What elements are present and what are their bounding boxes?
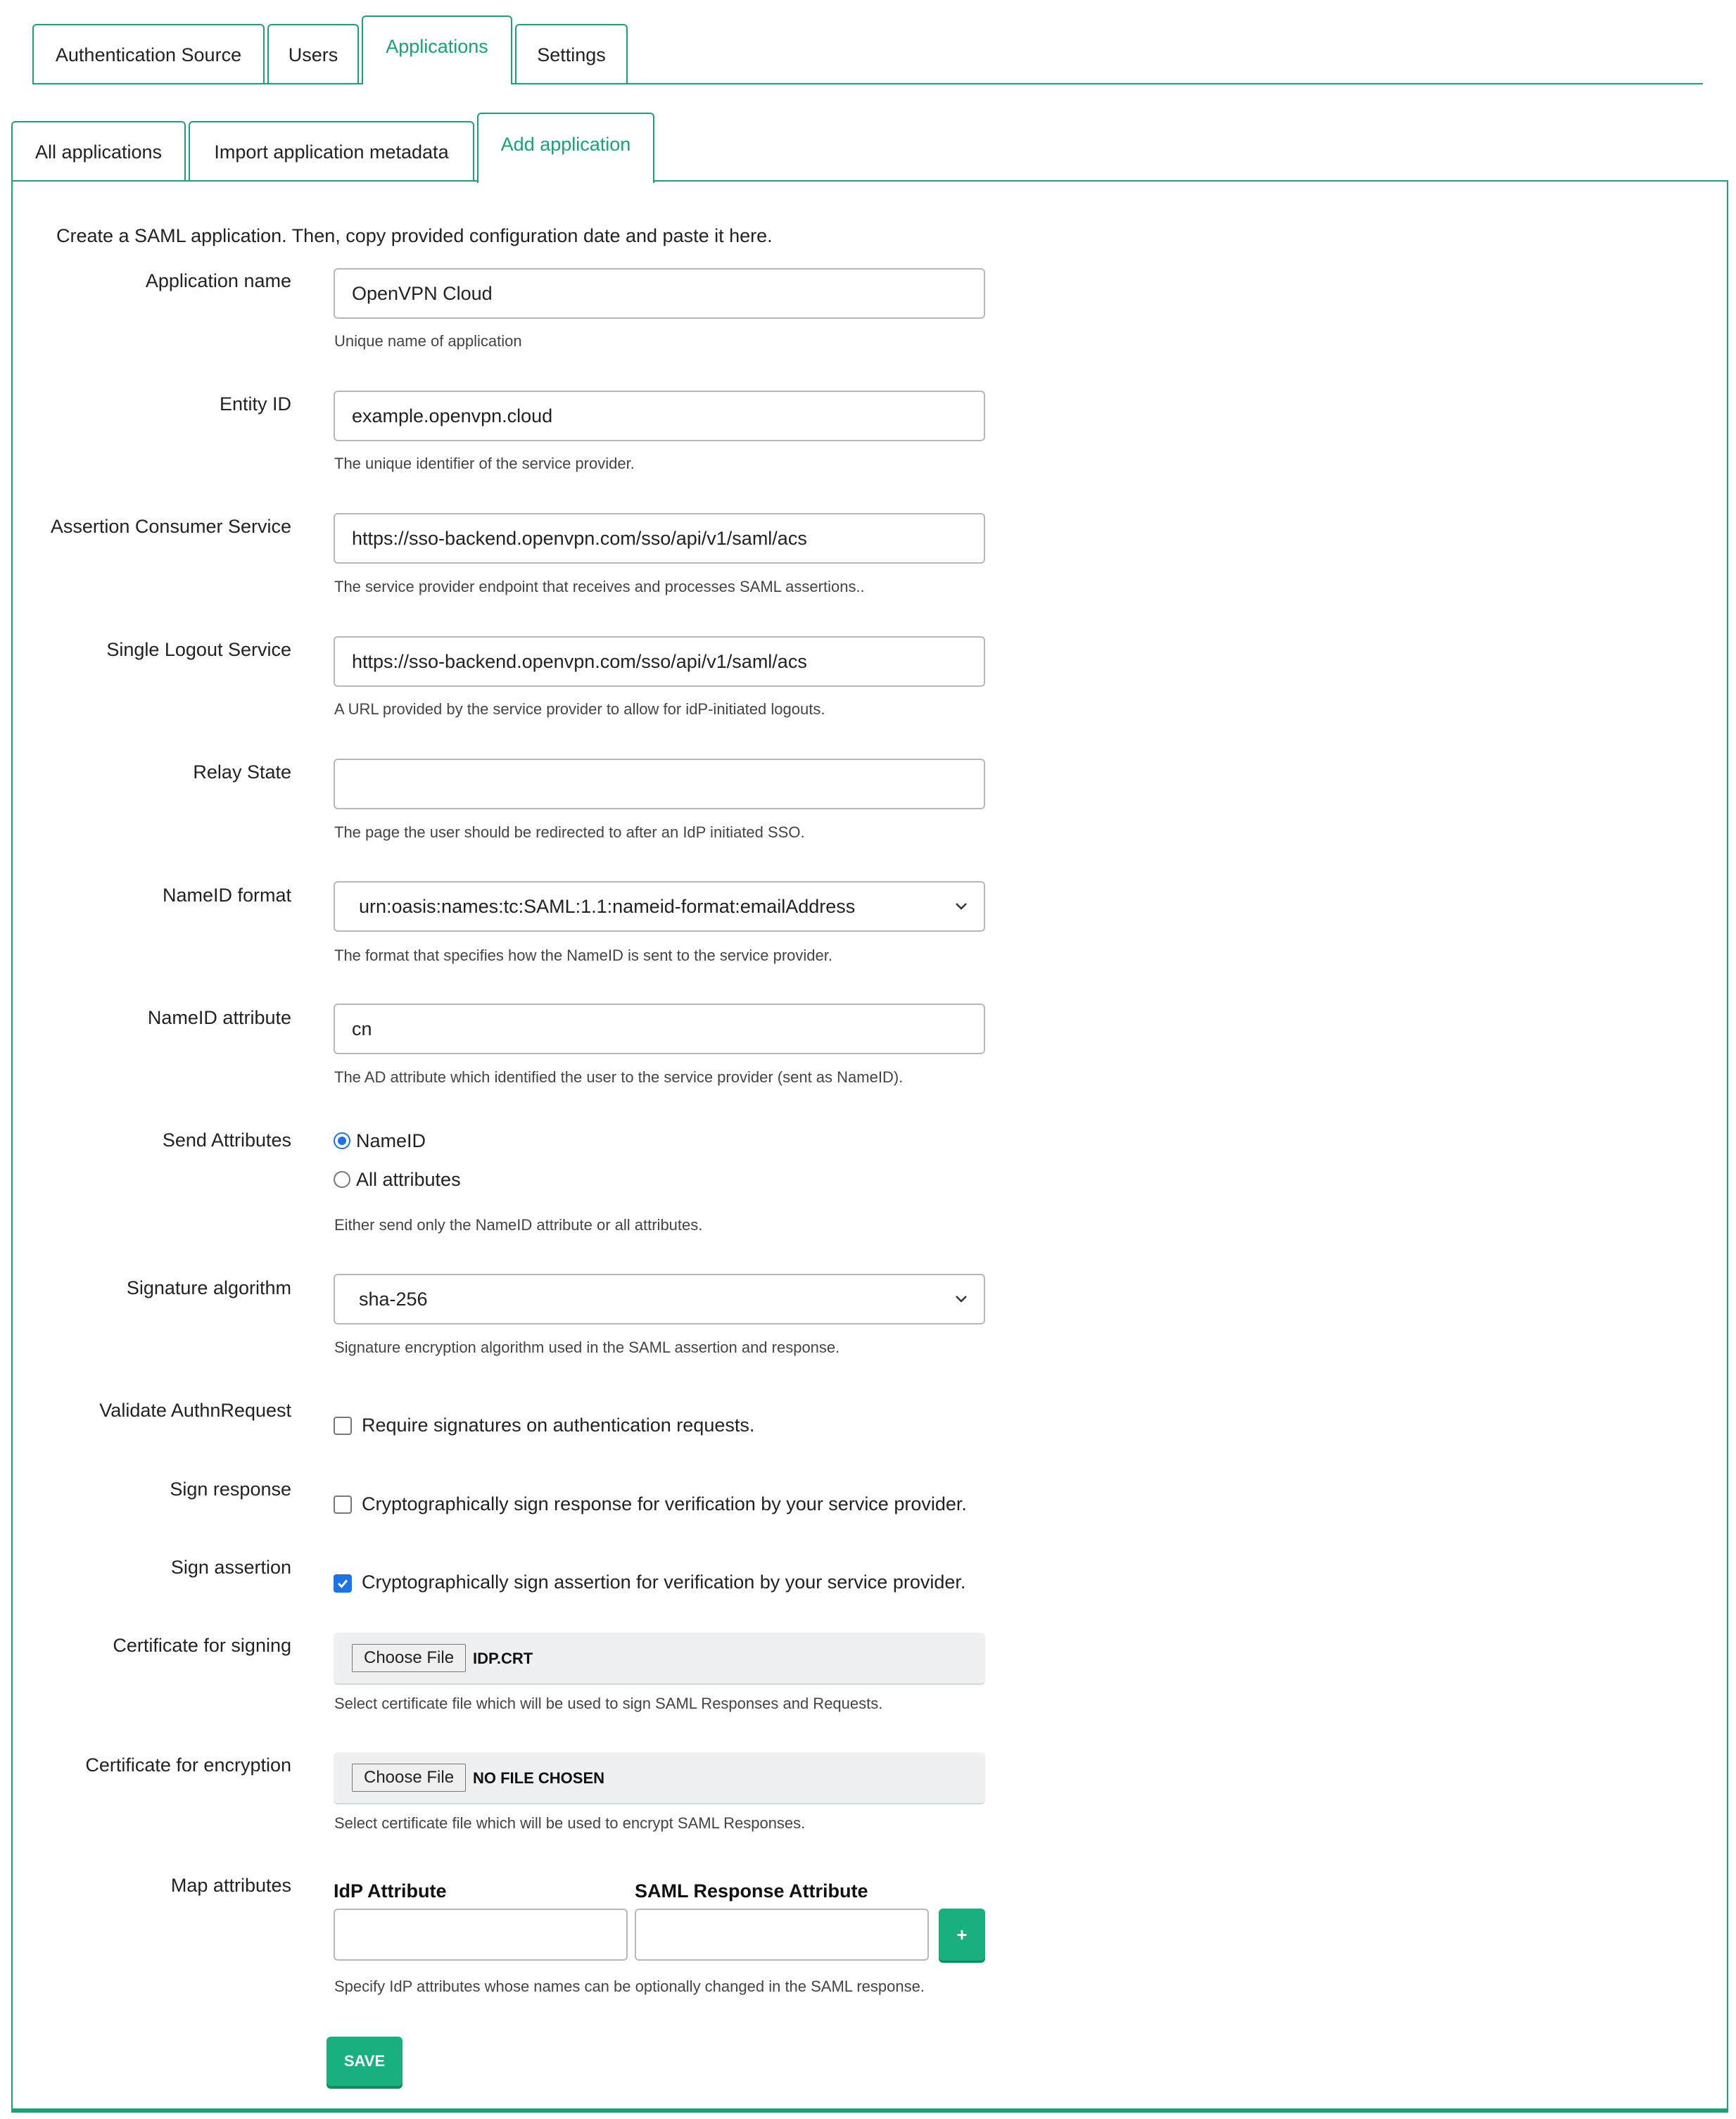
help-certificate-encryption: Select certificate file which will be used to encrypt SAML Responses. <box>334 1814 806 1832</box>
label-sign-response: Sign response <box>170 1479 291 1500</box>
top-tabs-divider <box>32 83 362 84</box>
label-slo: Single Logout Service <box>106 639 291 660</box>
label-map-attributes: Map attributes <box>170 1875 291 1896</box>
radio-nameid-label: NameID <box>356 1130 426 1151</box>
check-icon <box>336 1577 349 1590</box>
saml-response-attribute-input[interactable] <box>635 1909 929 1961</box>
sign-assertion-text: Cryptographically sign assertion for verification by your service provider. <box>362 1571 966 1593</box>
application-name-input[interactable] <box>334 268 985 319</box>
idp-attribute-header: IdP Attribute <box>334 1880 447 1902</box>
relay-state-input[interactable] <box>334 759 985 809</box>
label-nameid-attribute: NameID attribute <box>147 1007 291 1028</box>
validate-authnrequest-text: Require signatures on authentication requests. <box>362 1415 755 1436</box>
certificate-signing-file <box>334 1633 985 1685</box>
save-button[interactable]: SAVE <box>327 2037 403 2086</box>
signature-algorithm-value: sha-256 <box>359 1288 428 1310</box>
top-tabs-divider-right <box>512 83 1703 84</box>
help-send-attributes: Either send only the NameID attribute or all attributes. <box>334 1216 703 1234</box>
help-entity-id: The unique identifier of the service provider. <box>334 455 635 472</box>
help-certificate-signing: Select certificate file which will be used to sign SAML Responses and Requests. <box>334 1695 883 1712</box>
tab-all-applications[interactable]: All applications <box>11 121 186 182</box>
label-nameid-format: NameID format <box>162 885 291 906</box>
radio-nameid[interactable] <box>334 1132 350 1149</box>
label-sign-assertion: Sign assertion <box>170 1557 291 1578</box>
label-signature-algorithm: Signature algorithm <box>126 1277 291 1298</box>
certificate-signing-filename: IDP.CRT <box>473 1650 533 1667</box>
radio-all-attributes-label: All attributes <box>356 1169 461 1190</box>
certificate-encryption-file <box>334 1752 985 1804</box>
nameid-attribute-input[interactable] <box>334 1004 985 1054</box>
tab-import-metadata[interactable]: Import application metadata <box>189 121 474 182</box>
signature-algorithm-select[interactable] <box>334 1274 985 1324</box>
help-acs: The service provider endpoint that receives and processes SAML assertions.. <box>334 578 865 595</box>
label-send-attributes: Send Attributes <box>162 1130 291 1151</box>
certificate-encryption-filename: NO FILE CHOSEN <box>473 1769 605 1787</box>
label-validate-authnrequest: Validate AuthnRequest <box>99 1400 291 1421</box>
sign-assertion-checkbox[interactable] <box>334 1574 352 1593</box>
slo-input[interactable] <box>334 636 985 687</box>
help-slo: A URL provided by the service provider to allow for idP-initiated logouts. <box>334 700 825 718</box>
tab-users[interactable]: Users <box>267 24 359 84</box>
tab-applications[interactable]: Applications <box>362 15 512 84</box>
help-map-attributes: Specify IdP attributes whose names can be optionally changed in the SAML response. <box>334 1978 925 1995</box>
label-application-name: Application name <box>145 270 291 291</box>
sign-response-text: Cryptographically sign response for verification by your service provider. <box>362 1493 967 1514</box>
panel-bottom-border <box>11 2108 1728 2113</box>
intro-text: Create a SAML application. Then, copy provided configuration date and paste it here. <box>56 225 773 246</box>
label-certificate-signing: Certificate for signing <box>113 1635 291 1656</box>
nameid-format-select[interactable] <box>334 881 985 932</box>
help-relay-state: The page the user should be redirected to after an IdP initiated SSO. <box>334 823 805 841</box>
choose-file-encryption-button[interactable]: Choose File <box>352 1764 466 1792</box>
help-application-name: Unique name of application <box>334 332 522 350</box>
help-nameid-attribute: The AD attribute which identified the user to the service provider (sent as NameID). <box>334 1068 904 1086</box>
sign-response-checkbox[interactable] <box>334 1495 352 1514</box>
add-mapping-button[interactable]: + <box>939 1909 985 1961</box>
saml-response-attribute-header: SAML Response Attribute <box>635 1880 868 1902</box>
nameid-format-value: urn:oasis:names:tc:SAML:1.1:nameid-format:emailAddress <box>359 895 856 917</box>
validate-authnrequest-checkbox[interactable] <box>334 1417 352 1435</box>
acs-input[interactable] <box>334 513 985 564</box>
radio-all-attributes[interactable] <box>334 1171 350 1188</box>
label-relay-state: Relay State <box>193 761 291 783</box>
entity-id-input[interactable] <box>334 391 985 441</box>
label-acs: Assertion Consumer Service <box>50 516 291 537</box>
chevron-down-icon <box>954 899 968 913</box>
choose-file-signing-button[interactable]: Choose File <box>352 1644 466 1672</box>
help-nameid-format: The format that specifies how the NameID is sent to the service provider. <box>334 947 832 964</box>
label-certificate-encryption: Certificate for encryption <box>85 1754 291 1776</box>
label-entity-id: Entity ID <box>219 393 291 415</box>
idp-attribute-input[interactable] <box>334 1909 628 1961</box>
tab-authentication-source[interactable]: Authentication Source <box>32 24 265 84</box>
tab-settings[interactable]: Settings <box>515 24 628 84</box>
help-signature-algorithm: Signature encryption algorithm used in the SAML assertion and response. <box>334 1339 840 1356</box>
tab-add-application[interactable]: Add application <box>477 113 654 183</box>
chevron-down-icon <box>954 1292 968 1306</box>
